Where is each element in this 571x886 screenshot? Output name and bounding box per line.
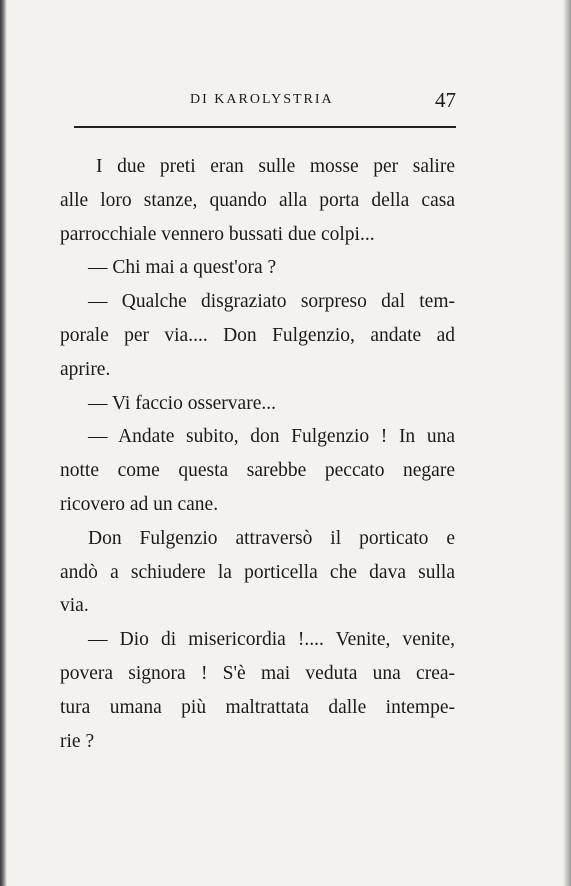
header-rule bbox=[74, 126, 456, 128]
text-line: andò a schiudere la porticella che dava sulla bbox=[60, 561, 455, 583]
text-line: tura umana più maltrattata dalle intempe- bbox=[60, 696, 455, 718]
page-left-edge bbox=[0, 0, 7, 886]
text-line: — Chi mai a quest'ora ? bbox=[88, 257, 277, 279]
text-line: ricovero ad un cane. bbox=[60, 493, 219, 515]
text-line: porale per via.... Don Fulgenzio, andate ad bbox=[60, 324, 455, 346]
page-number: 47 bbox=[435, 88, 456, 112]
body-text bbox=[60, 150, 455, 758]
running-title: DI KAROLYSTRIA bbox=[190, 92, 334, 107]
text-line: — Dio di misericordia !.... Venite, venite, bbox=[88, 629, 455, 651]
text-line: — Vi faccio osservare... bbox=[88, 392, 276, 414]
text-line: aprire. bbox=[60, 358, 111, 380]
text-line: povera signora ! S'è mai veduta una crea- bbox=[60, 662, 455, 684]
text-line: notte come questa sarebbe peccato negare bbox=[60, 460, 455, 482]
text-line: alle loro stanze, quando alla porta della casa bbox=[60, 189, 455, 211]
text-line: — Qualche disgraziato sorpreso dal tem- bbox=[88, 291, 455, 313]
page-header bbox=[74, 88, 464, 118]
text-line: — Andate subito, don Fulgenzio ! In una bbox=[88, 426, 455, 448]
text-line: Don Fulgenzio attraversò il porticato e bbox=[88, 527, 455, 549]
text-line: I due preti eran sulle mosse per salire bbox=[96, 156, 455, 177]
text-line: via. bbox=[60, 595, 89, 617]
page-right-edge bbox=[563, 0, 571, 886]
text-line: parrocchiale vennero bussati due colpi... bbox=[60, 223, 375, 245]
text-line: rie ? bbox=[60, 730, 95, 752]
